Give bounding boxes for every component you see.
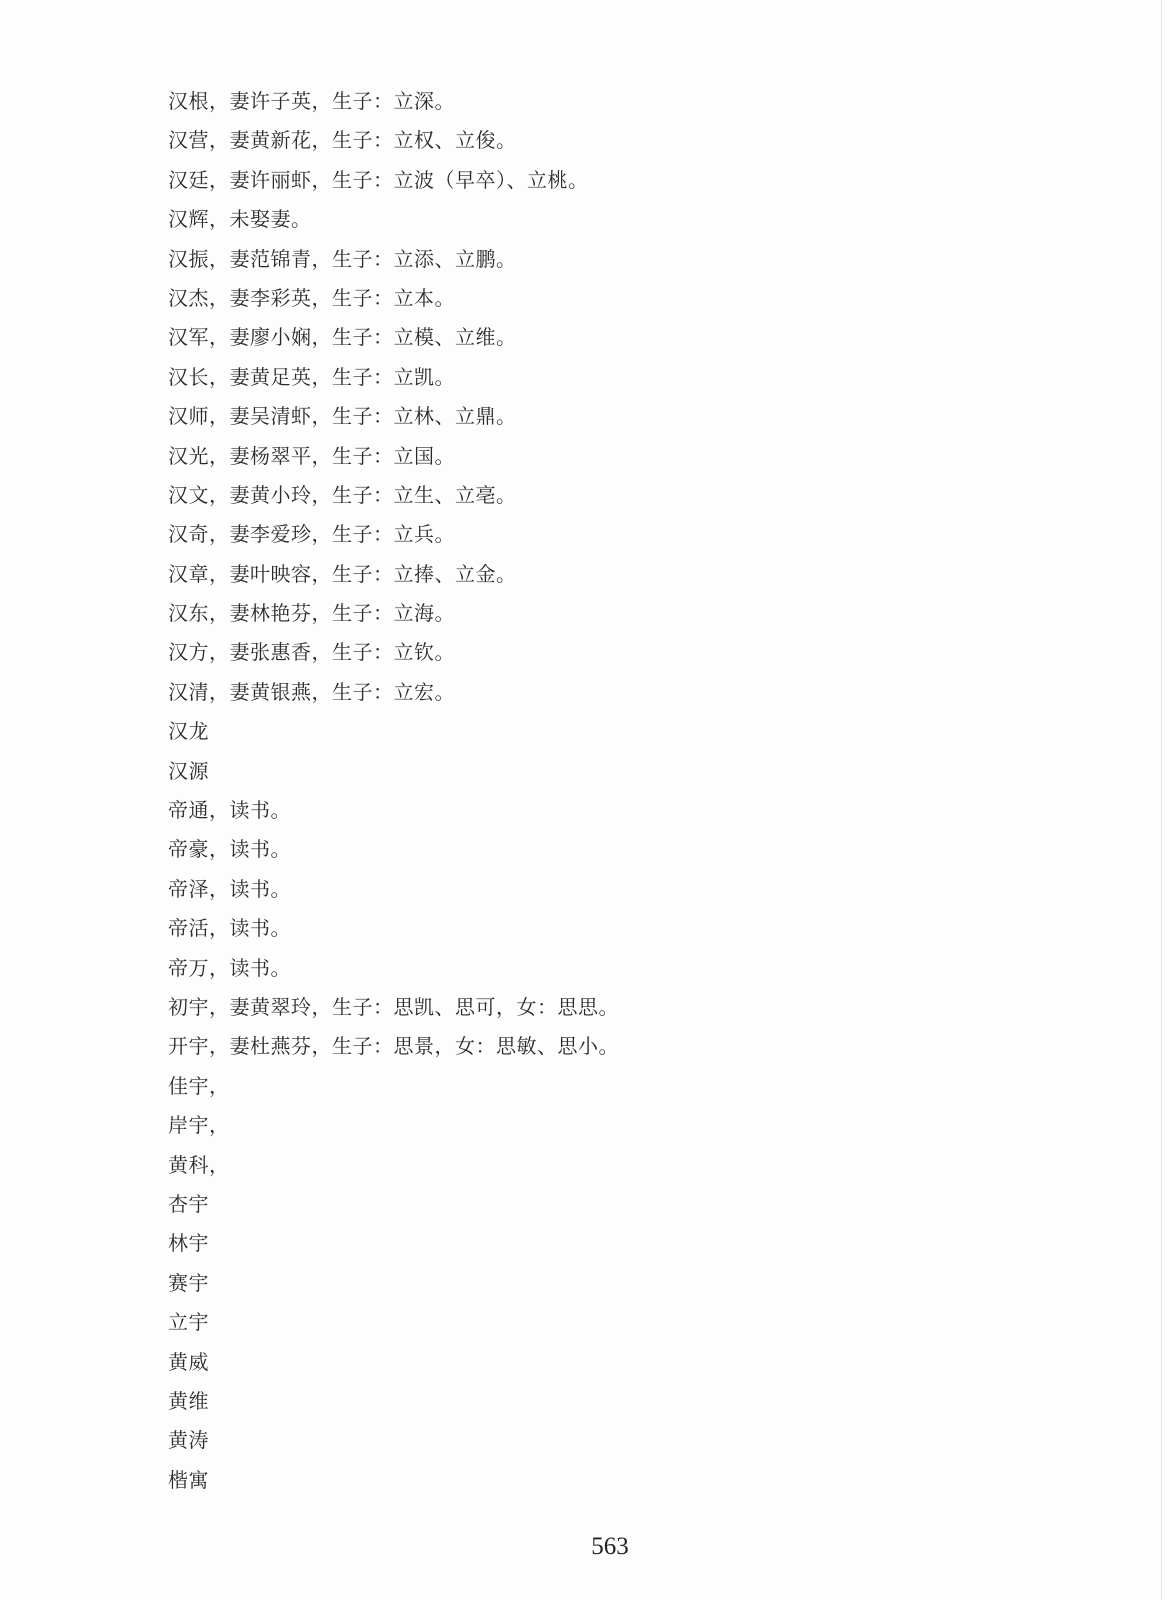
genealogy-entry: 汉清，妻黄银燕，生子：立宏。 (168, 679, 455, 704)
genealogy-entry: 汉龙 (168, 719, 209, 744)
genealogy-entry-list (168, 82, 1068, 1500)
page-number: 563 (591, 1533, 629, 1560)
genealogy-entry: 岸宇， (168, 1113, 230, 1138)
genealogy-entry: 汉长，妻黄足英，生子：立凯。 (168, 364, 455, 389)
genealogy-entry: 汉军，妻廖小娴，生子：立模、立维。 (168, 325, 517, 350)
genealogy-entry: 汉文，妻黄小玲，生子：立生、立亳。 (168, 482, 517, 507)
genealogy-entry: 汉杰，妻李彩英，生子：立本。 (168, 285, 455, 310)
genealogy-entry: 汉奇，妻李爱珍，生子：立兵。 (168, 522, 455, 547)
genealogy-entry: 杏宇 (168, 1191, 209, 1216)
genealogy-entry: 帝豪，读书。 (168, 837, 291, 862)
genealogy-entry: 帝活，读书。 (168, 916, 291, 941)
genealogy-entry: 汉方，妻张惠香，生子：立钦。 (168, 640, 455, 665)
genealogy-entry: 汉辉，未娶妻。 (168, 207, 312, 232)
scan-edge-divider (1161, 0, 1162, 1600)
genealogy-entry: 黄维 (168, 1388, 209, 1413)
genealogy-entry: 佳宇， (168, 1073, 230, 1098)
genealogy-entry: 汉东，妻林艳芬，生子：立海。 (168, 601, 455, 626)
genealogy-entry: 帝泽，读书。 (168, 876, 291, 901)
genealogy-entry: 楷寓 (168, 1467, 209, 1492)
genealogy-entry: 汉章，妻叶映容，生子：立捧、立金。 (168, 561, 517, 586)
genealogy-entry: 立宇 (168, 1310, 209, 1335)
genealogy-entry: 汉源 (168, 758, 209, 783)
genealogy-entry: 汉振，妻范锦青，生子：立添、立鹏。 (168, 246, 517, 271)
genealogy-entry: 帝通，读书。 (168, 798, 291, 823)
genealogy-entry: 赛宇 (168, 1270, 209, 1295)
genealogy-entry: 初宇，妻黄翠玲，生子：思凯、思可，女：思思。 (168, 994, 619, 1019)
genealogy-entry: 汉师，妻吴清虾，生子：立林、立鼎。 (168, 404, 517, 429)
genealogy-entry: 开宇，妻杜燕芬，生子：思景，女：思敏、思小。 (168, 1034, 619, 1059)
genealogy-entry: 汉光，妻杨翠平，生子：立国。 (168, 443, 455, 468)
genealogy-entry: 帝万，读书。 (168, 955, 291, 980)
genealogy-entry: 黄科， (168, 1152, 230, 1177)
genealogy-entry: 汉营，妻黄新花，生子：立权、立俊。 (168, 128, 517, 153)
genealogy-entry: 林宇 (168, 1231, 209, 1256)
genealogy-entry: 黄威 (168, 1349, 209, 1374)
genealogy-entry: 汉廷，妻许丽虾，生子：立波（早卒）、立桃。 (168, 167, 589, 192)
genealogy-entry: 汉根，妻许子英，生子：立深。 (168, 89, 455, 113)
genealogy-entry: 黄涛 (168, 1428, 209, 1453)
